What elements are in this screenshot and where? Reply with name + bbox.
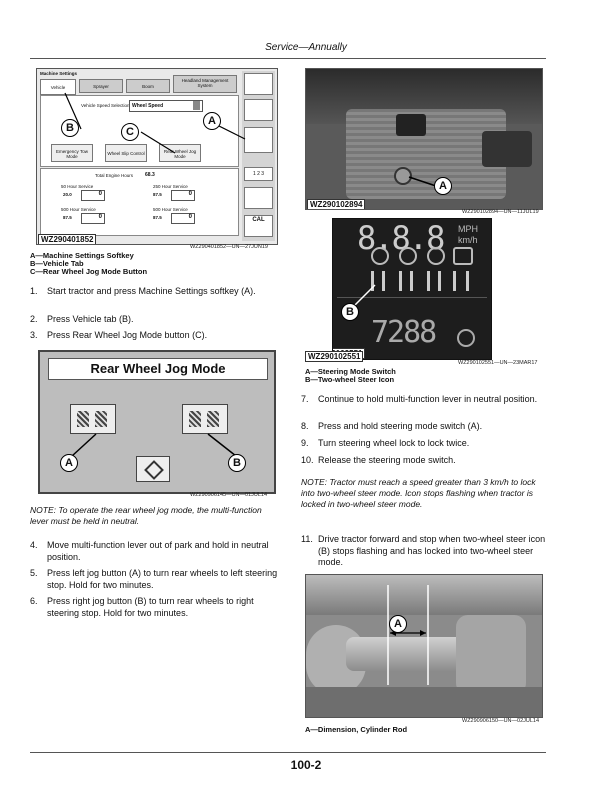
callout-b: B xyxy=(228,454,246,472)
step-number: 5. xyxy=(30,568,38,578)
photo-callout-leader xyxy=(306,69,542,209)
footer-rule xyxy=(30,752,546,753)
callout-a: A xyxy=(60,454,78,472)
service-label: 50 Hour Service xyxy=(61,184,94,189)
tab-sprayer: Sprayer xyxy=(79,79,123,93)
callout-b: B xyxy=(61,119,79,137)
numbers-softkey: 1 2 3 xyxy=(244,167,273,181)
service-hours: 87.5 xyxy=(153,192,162,197)
service-hours: 20.0 xyxy=(63,192,72,197)
figure-legend xyxy=(30,252,147,276)
step-text: Press Rear Wheel Jog Mode button (C). xyxy=(47,330,208,340)
step-text: Move multi-function lever out of park and hold in neutral position. xyxy=(47,540,269,562)
cab-floor-photo xyxy=(305,68,543,210)
step-text: Continue to hold multi-function lever in neutral position. xyxy=(318,394,538,404)
emergency-tow-button: Emergency Tow Mode xyxy=(51,144,93,162)
step-text: Press left jog button (A) to turn rear wheels to left steering stop. Hold for two minutes. xyxy=(47,568,278,590)
legend-item: B—Two-wheel Steer Icon xyxy=(305,375,395,384)
step-text: Release the steering mode switch. xyxy=(318,455,456,465)
legend-item: A—Steering Mode Switch xyxy=(305,367,396,376)
figure-credit: WZ290102894—UN—11JUL19 xyxy=(462,209,539,215)
service-reset: 0 xyxy=(171,213,195,224)
service-reset: 0 xyxy=(81,190,105,201)
step-number: 1. xyxy=(30,286,38,296)
figure-credit: WZ290906150—UN—02JUL14 xyxy=(462,718,540,724)
machine-settings-figure xyxy=(36,68,278,245)
wheel-slip-button: Wheel Slip Control xyxy=(105,144,147,162)
step-number: 7. xyxy=(301,394,309,404)
speed-select: Wheel Speed xyxy=(129,100,203,112)
figure-screen-title: Machine Settings xyxy=(40,71,78,76)
engine-hours-label: Total Engine Hours xyxy=(95,173,134,178)
tab-headland: Headland Management System xyxy=(173,75,237,93)
rpm-readout: 7288 xyxy=(371,315,436,350)
step-number: 10. xyxy=(301,455,314,465)
step-number: 2. xyxy=(30,314,38,324)
legend-item: A—Machine Settings Softkey xyxy=(30,251,134,260)
callout-c: C xyxy=(121,123,139,141)
speed-unit-kmh: km/h xyxy=(458,235,478,245)
engine-hours-value: 68.3 xyxy=(145,172,155,178)
page-number: 100-2 xyxy=(290,758,322,772)
step-text: Press right jog button (B) to turn rear wheels to right steering stop. Hold for two minutes. xyxy=(47,596,254,618)
step-text: Press and hold steering mode switch (A). xyxy=(318,421,483,431)
step-text: Start tractor and press Machine Settings softkey (A). xyxy=(47,286,256,296)
speed-readout: 8.8.8 xyxy=(357,219,444,257)
figure-tag: WZ290102894 xyxy=(307,199,365,210)
display-panel-photo xyxy=(332,218,492,360)
jog-mode-figure xyxy=(38,350,276,494)
tab-boom: Boom xyxy=(126,79,170,93)
display-callout-leader xyxy=(333,219,491,359)
figure-credit: WZ290102551—UN—23MAR17 xyxy=(458,360,538,366)
step-text: Drive tractor forward and stop when two-wheel steer icon (B) stops flashing and has locked into two-wheel steer mode. xyxy=(318,534,546,567)
dimension-lines xyxy=(306,575,542,717)
step-number: 11. xyxy=(301,534,313,544)
speed-selection-label: Vehicle Speed Selection xyxy=(81,103,130,108)
callout-a: A xyxy=(389,615,407,633)
callout-a: A xyxy=(434,177,452,195)
page-header: Service—Annually xyxy=(265,42,347,53)
service-label: 250 Hour Service xyxy=(153,184,188,189)
step-text: Turn steering wheel lock to lock twice. xyxy=(318,438,470,448)
figure-tag: WZ290102551 xyxy=(305,351,363,362)
step-number: 4. xyxy=(30,540,38,550)
figure-credit: WZ290906145—UN—01JUL14 xyxy=(190,492,268,498)
cylinder-rod-photo xyxy=(305,574,543,718)
step-item xyxy=(30,286,280,310)
callout-leaders xyxy=(37,69,277,244)
note-text: NOTE: Tractor must reach a speed greater than 3 km/h to lock into two-wheel steer mode. Icon stops flashing when tractor is locked in two-wheel steer mode. xyxy=(301,477,536,509)
service-label: 500 Hour Service xyxy=(61,207,96,212)
service-reset: 0 xyxy=(171,190,195,201)
figure-tag: WZ290401852 xyxy=(38,234,96,245)
note-text: NOTE: To operate the rear wheel jog mode, the multi-function lever must be held in neutral. xyxy=(30,505,262,526)
callout-b: B xyxy=(341,303,359,321)
legend-item: C—Rear Wheel Jog Mode Button xyxy=(30,267,148,276)
legend-item: B—Vehicle Tab xyxy=(30,259,84,268)
callout-a: A xyxy=(203,112,221,130)
service-hours: 87.5 xyxy=(63,215,72,220)
service-reset: 0 xyxy=(81,213,105,224)
tab-vehicle: Vehicle xyxy=(40,79,76,95)
header-rule xyxy=(30,58,546,59)
service-label: 500 Hour Service xyxy=(153,207,188,212)
figure-credit: WZ290401852—UN—27JUN19 xyxy=(190,244,268,250)
speed-unit-mph: MPH xyxy=(458,224,478,234)
cal-softkey: CAL xyxy=(244,215,273,237)
step-number: 6. xyxy=(30,596,38,606)
jog-mode-title: Rear Wheel Jog Mode xyxy=(48,358,268,380)
step-text: Press Vehicle tab (B). xyxy=(47,314,134,324)
service-hours: 87.5 xyxy=(153,215,162,220)
figure-legend xyxy=(305,368,396,384)
figure-legend-item: A—Dimension, Cylinder Rod xyxy=(305,725,408,734)
step-number: 3. xyxy=(30,330,38,340)
step-number: 9. xyxy=(301,438,309,448)
step-number: 8. xyxy=(301,421,309,431)
rear-wheel-jog-button: Rear Wheel Jog Mode xyxy=(159,144,201,162)
